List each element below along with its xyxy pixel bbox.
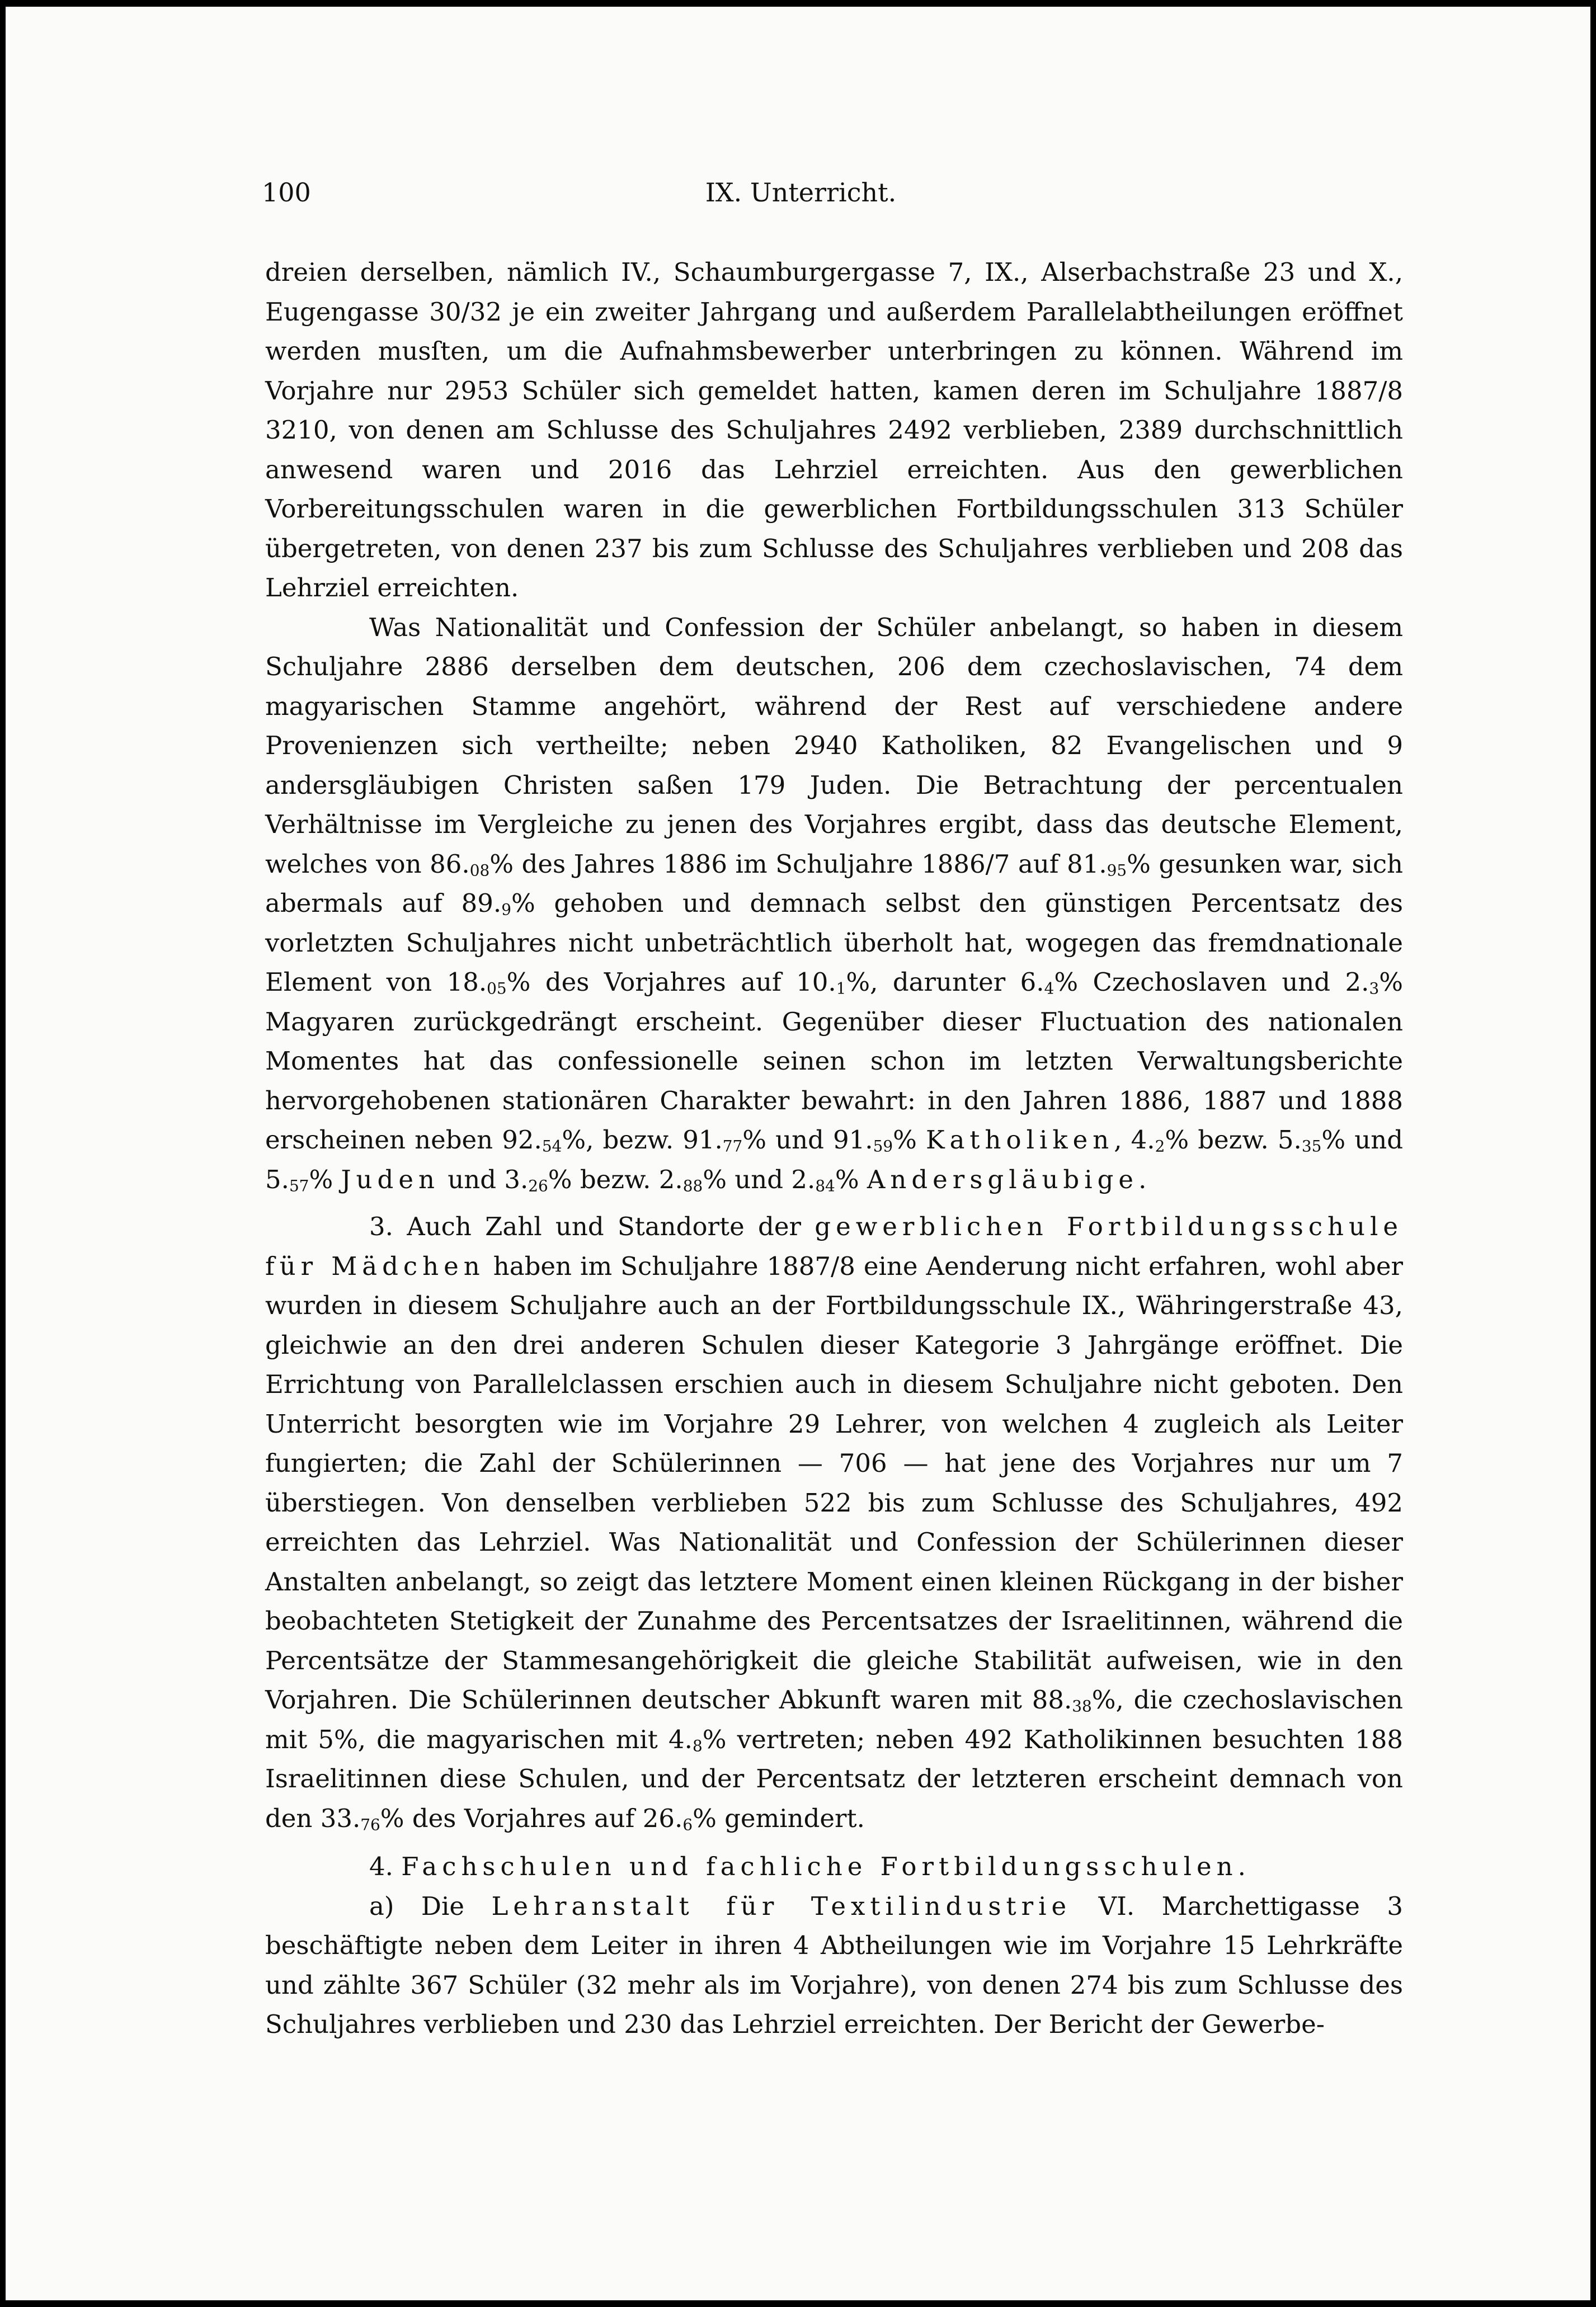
- scanned-page: [6, 7, 1590, 2300]
- paragraph-nationality-confession: Was Nationalität und Confession der Schüler anbelangt, so haben in diesem Schuljahre 2886 derselben dem deutschen, 206 dem czechoslavischen, 74 dem magyarischen Stamme angehört, während der Rest auf verschiedene andere Provenienzen sich vertheilte; neben 2940 Katholiken, 82 Evangelischen und 9 andersgläubigen Christen saßen 179 Juden. Die Betrachtung der percentualen Verhältnisse im Vergleiche zu jenen des Vorjahres ergibt, dass das deutsche Element, welches von $86._{08}\%$ des Jahres 1886 im Schuljahre 1886/7 auf $81._{95}\%$ gesunken war, sich abermals auf $89._9\%$ gehoben und demnach selbst den günstigen Percentsatz des vorletzten Schuljahres nicht unbeträchtlich überholt hat, wogegen das fremdnationale Element von $18._{05}\%$ des Vorjahres auf $10._1\%$, darunter $6._4\%$ Czechoslaven und $2._3\%$ Magyaren zurückgedrängt erscheint. Gegenüber dieser Fluctuation des nationalen Momentes hat das confessionelle seinen schon im letzten Verwaltungsberichte hervorgehobenen stationären Charakter bewahrt: in den Jahren 1886, 1887 und 1888 erscheinen neben $92._{54}\%$, bezw. $91._{77}\%$ und $91._{59}\%$ Katholiken, $4._2\%$ bezw. $5._{35}\%$ und $5._{57}\%$ Juden und $3._{26}\%$ bezw. $2._{88}\%$ und $2._{84}\%$ Andersgläubige.: [265, 612, 1404, 1195]
- page-header: [6, 177, 1590, 211]
- paragraph-3-fortbildungsschule-maedchen: 3. Auch Zahl und Standorte der gewerblichen Fortbildungsschule für Mädchen haben im Schuljahre 1887/8 eine Aenderung nicht erfahren, wohl aber wurden in diesem Schuljahre auch an der Fortbildungsschule IX., Währingerstraße 43, gleichwie an den drei anderen Schulen dieser Kategorie 3 Jahrgänge eröffnet. Die Errichtung von Parallelclassen erschien auch in diesem Schuljahre nicht geboten. Den Unterricht besorgten wie im Vorjahre 29 Lehrer, von welchen 4 zugleich als Leiter fungierten; die Zahl der Schülerinnen — 706 — hat jene des Vorjahres nur um 7 überstiegen. Von denselben verblieben 522 bis zum Schlusse des Schuljahres, 492 erreichten das Lehrziel. Was Nationalität und Confession der Schülerinnen dieser Anstalten anbelangt, so zeigt das letztere Moment einen kleinen Rückgang in der bisher beobachteten Stetigkeit der Zunahme des Percentsatzes der Israelitinnen, während die Percentsätze der Stammesangehörigkeit die gleiche Stabilität aufweisen, wie in den Vorjahren. Die Schülerinnen deutscher Abkunft waren mit $88._{38}\%$, die czechoslavischen mit 5%, die magyarischen mit $4._8\%$ vertreten; neben 492 Katholikinnen besuchten 188 Israelitinnen diese Schulen, und der Percentsatz der letzteren erscheint demnach von den $33._{76}\%$ des Vorjahres auf $26._6\%$ gemindert.: [265, 1212, 1404, 1834]
- paragraph-a-textilindustrie: a) Die Lehranstalt für Textilindustrie VI. Marchettigasse 3 beschäftigte neben dem Leiter in ihren 4 Abtheilungen wie im Vorjahre 15 Lehrkräfte und zählte 367 Schüler (32 mehr als im Vorjahre), von denen 274 bis zum Schlusse des Schuljahres verblieben und 230 das Lehrziel erreichten. Der Bericht der Gewerbe-: [265, 1891, 1404, 2039]
- spaced-term-juden: Juden: [341, 1164, 440, 1194]
- body-text: [265, 253, 1403, 2045]
- spaced-term-andersglaeubige: Andersgläubige: [867, 1164, 1139, 1194]
- running-title: IX. Unterricht.: [705, 177, 897, 208]
- spaced-term-katholiken: Katholiken: [925, 1125, 1114, 1155]
- spaced-heading-maedchen: gewerblichen Fortbildungsschule für Mädchen: [265, 1212, 1404, 1281]
- paragraph-1-continuation: dreien derselben, nämlich IV., Schaumburgergasse 7, IX., Alserbachstraße 23 und X., Eugengasse 30/32 je ein zweiter Jahrgang und außerdem Parallelabtheilungen eröffnet werden musſten, um die Aufnahmsbewerber unterbringen zu können. Während im Vorjahre nur 2953 Schüler sich gemeldet hatten, kamen deren im Schuljahre 1887/8 3210, von denen am Schlusse des Schuljahres 2492 verblieben, 2389 durchschnittlich anwesend waren und 2016 das Lehrziel erreichten. Aus den gewerblichen Vorbereitungsschulen waren in die gewerblichen Fortbildungsschulen 313 Schüler übergetreten, von denen 237 bis zum Schlusse des Schuljahres verblieben und 208 das Lehrziel erreichten.: [265, 257, 1403, 602]
- spaced-term-textilindustrie: Lehranstalt für Textilindustrie: [491, 1891, 1072, 1921]
- page-number: 100: [262, 177, 311, 208]
- spaced-heading-fachschulen: Fachschulen und fachliche Fortbildungsschulen.: [401, 1852, 1251, 1881]
- section-heading-fachschulen: 4. Fachschulen und fachliche Fortbildungsschulen.: [369, 1852, 1251, 1881]
